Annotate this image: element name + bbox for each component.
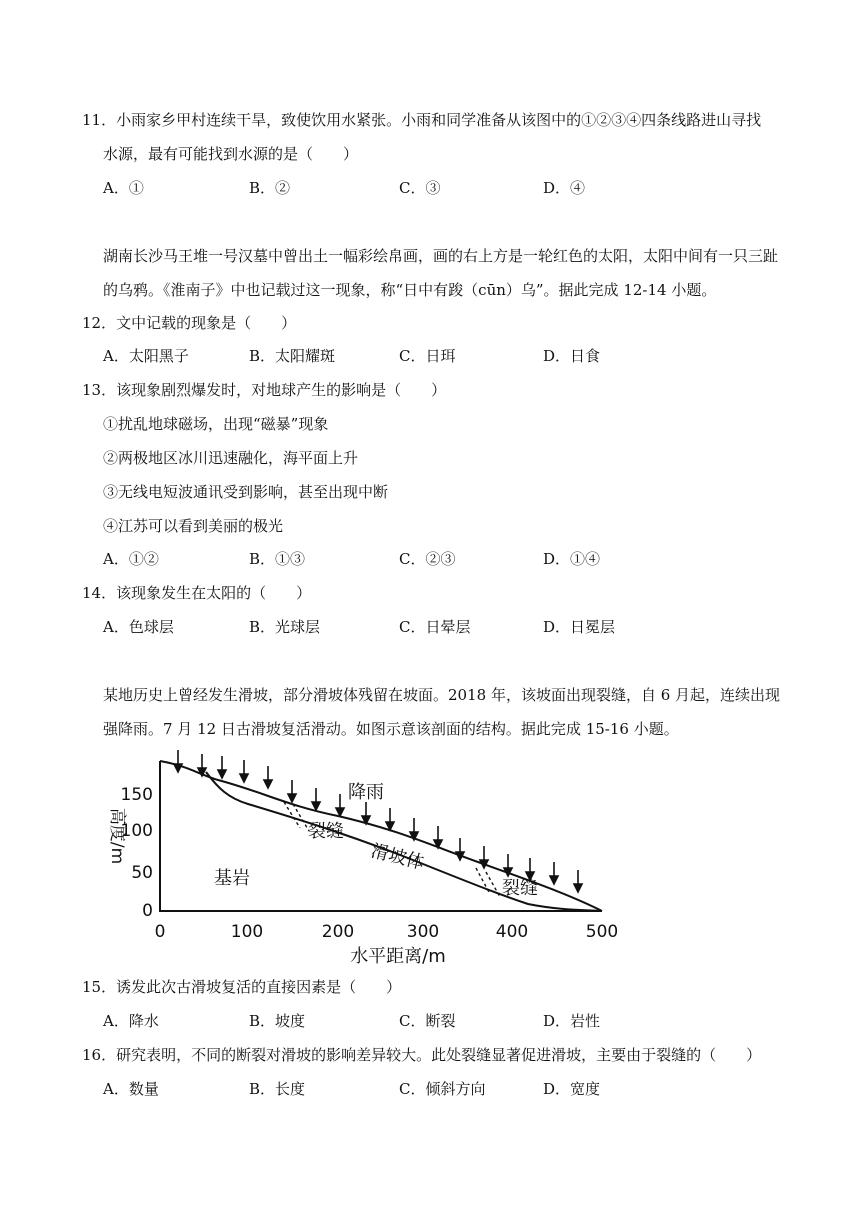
- q11-option-a[interactable]: A．①: [103, 179, 144, 197]
- q16-option-b[interactable]: B．长度: [249, 1080, 306, 1098]
- y-tick-0: 0: [142, 901, 153, 921]
- q13-option-a[interactable]: A．①②: [103, 550, 159, 568]
- q12-option-b[interactable]: B．太阳耀斑: [249, 347, 336, 365]
- q12-number: 12．: [82, 314, 117, 332]
- rain-arrow-icon: [174, 750, 182, 772]
- q13-option-c[interactable]: C．②③: [399, 550, 456, 568]
- q13-item-4: ④江苏可以看到美丽的极光: [103, 517, 284, 535]
- landslide-profile-figure: [98, 744, 630, 970]
- x-tick-300: 300: [406, 922, 440, 942]
- q13-item-2: ②两极地区冰川迅速融化，海平面上升: [103, 449, 359, 467]
- q15-option-d[interactable]: D．岩性: [543, 1012, 601, 1030]
- label-crack-upper: 裂缝: [308, 821, 344, 842]
- q11-stem-line2: 水源，最有可能找到水源的是（ ）: [103, 145, 359, 163]
- q15-option-c[interactable]: C．断裂: [399, 1012, 456, 1030]
- q11-options: [103, 178, 723, 198]
- label-bedrock: 基岩: [214, 868, 250, 889]
- passage2-line1: 某地历史上曾经发生滑坡，部分滑坡体残留在坡面。2018 年，该坡面出现裂缝，自 6 月起，连续出现: [103, 686, 781, 704]
- x-tick-200: 200: [321, 922, 355, 942]
- q12-option-d[interactable]: D．日食: [543, 347, 601, 365]
- slip-surface-line: [206, 772, 602, 911]
- crack-lower-line-a: [476, 868, 490, 894]
- q15-number: 15．: [82, 978, 117, 996]
- rain-arrow-icon: [240, 760, 248, 782]
- crack-lower-line-b: [486, 872, 500, 897]
- rain-arrow-icon: [574, 870, 582, 892]
- q13-option-d[interactable]: D．①④: [543, 550, 601, 568]
- q11-stem-line1: [82, 110, 761, 130]
- q12-stem: [82, 313, 296, 333]
- q14-stem: [82, 583, 311, 603]
- q14-stem-text: 该现象发生在太阳的（ ）: [116, 584, 312, 602]
- q13-number: 13．: [82, 381, 117, 399]
- rain-arrow-icon: [264, 766, 272, 788]
- rain-arrow-icon: [336, 794, 344, 816]
- q15-option-a[interactable]: A．降水: [103, 1012, 159, 1030]
- q16-option-a[interactable]: A．数量: [103, 1080, 159, 1098]
- q16-option-c[interactable]: C．倾斜方向: [399, 1080, 486, 1098]
- q11-option-b[interactable]: B．②: [249, 179, 291, 197]
- q14-number: 14．: [82, 584, 117, 602]
- y-tick-150: 150: [120, 785, 153, 805]
- passage2-line2: 强降雨。7 月 12 日古滑坡复活滑动。如图示意该剖面的结构。据此完成 15-16 小题。: [103, 720, 679, 738]
- q14-options: [103, 617, 723, 637]
- q15-option-b[interactable]: B．坡度: [249, 1012, 306, 1030]
- q16-option-d[interactable]: D．宽度: [543, 1080, 601, 1098]
- q13-item-3: ③无线电短波通讯受到影响，甚至出现中断: [103, 483, 389, 501]
- q16-options: [103, 1079, 723, 1099]
- q14-option-c[interactable]: C．日晕层: [399, 618, 471, 636]
- rain-arrow-icon: [362, 802, 370, 824]
- q11-number: 11．: [82, 111, 117, 129]
- q15-stem: [82, 977, 401, 997]
- passage1-line1: 湖南长沙马王堆一号汉墓中曾出土一幅彩绘帛画，画的右上方是一轮红色的太阳，太阳中间有一只三趾: [103, 247, 779, 265]
- q13-stem: [82, 380, 446, 400]
- q12-option-a[interactable]: A．太阳黑子: [103, 347, 189, 365]
- q12-options: [103, 346, 723, 366]
- x-tick-100: 100: [230, 922, 264, 942]
- rain-arrow-icon: [288, 780, 296, 802]
- x-tick-0: 0: [154, 922, 166, 942]
- q13-option-b[interactable]: B．①③: [249, 550, 306, 568]
- q14-option-d[interactable]: D．日冕层: [543, 618, 616, 636]
- y-tick-100: 100: [120, 821, 153, 841]
- q16-number: 16．: [82, 1046, 117, 1064]
- q11-option-d[interactable]: D．④: [543, 179, 586, 197]
- rain-arrow-icon: [386, 808, 394, 830]
- rain-arrow-icon: [526, 858, 534, 880]
- x-axis-title: 水平距离/m: [350, 946, 446, 967]
- q12-stem-text: 文中记载的现象是（ ）: [116, 314, 297, 332]
- label-rain: 降雨: [348, 782, 384, 803]
- q15-options: [103, 1011, 723, 1031]
- rain-arrow-icon: [218, 756, 226, 778]
- label-landslide-body: 滑坡体: [368, 840, 427, 874]
- q11-option-c[interactable]: C．③: [399, 179, 441, 197]
- y-axis-title: 高度/m: [107, 807, 127, 865]
- rain-arrow-icon: [312, 788, 320, 810]
- q16-stem-text: 研究表明，不同的断裂对滑坡的影响差异较大。此处裂缝显著促进滑坡，主要由于裂缝的（ ）: [116, 1046, 762, 1064]
- rain-arrow-icon: [434, 826, 442, 848]
- x-tick-400: 400: [495, 922, 529, 942]
- q11-stem-text: 小雨家乡甲村连续干旱，致使饮用水紧张。小雨和同学准备从该图中的①②③④四条线路进山寻找: [116, 111, 762, 129]
- rain-arrow-icon: [550, 862, 558, 884]
- q12-option-c[interactable]: C．日珥: [399, 347, 456, 365]
- label-crack-lower: 裂缝: [502, 878, 538, 899]
- x-tick-500: 500: [585, 922, 619, 942]
- q13-stem-text: 该现象剧烈爆发时，对地球产生的影响是（ ）: [116, 381, 447, 399]
- passage1-line2: 的乌鸦。《淮南子》中也记载过这一现象，称“日中有踆（cūn）乌”。据此完成 12-14 小题。: [103, 281, 717, 299]
- y-tick-50: 50: [131, 863, 153, 883]
- q15-stem-text: 诱发此次古滑坡复活的直接因素是（ ）: [116, 978, 402, 996]
- q14-option-b[interactable]: B．光球层: [249, 618, 321, 636]
- q13-options: [103, 549, 723, 569]
- q14-option-a[interactable]: A．色球层: [103, 618, 174, 636]
- q16-stem: [82, 1045, 761, 1065]
- q13-item-1: ①扰乱地球磁场，出现“磁暴”现象: [103, 415, 329, 433]
